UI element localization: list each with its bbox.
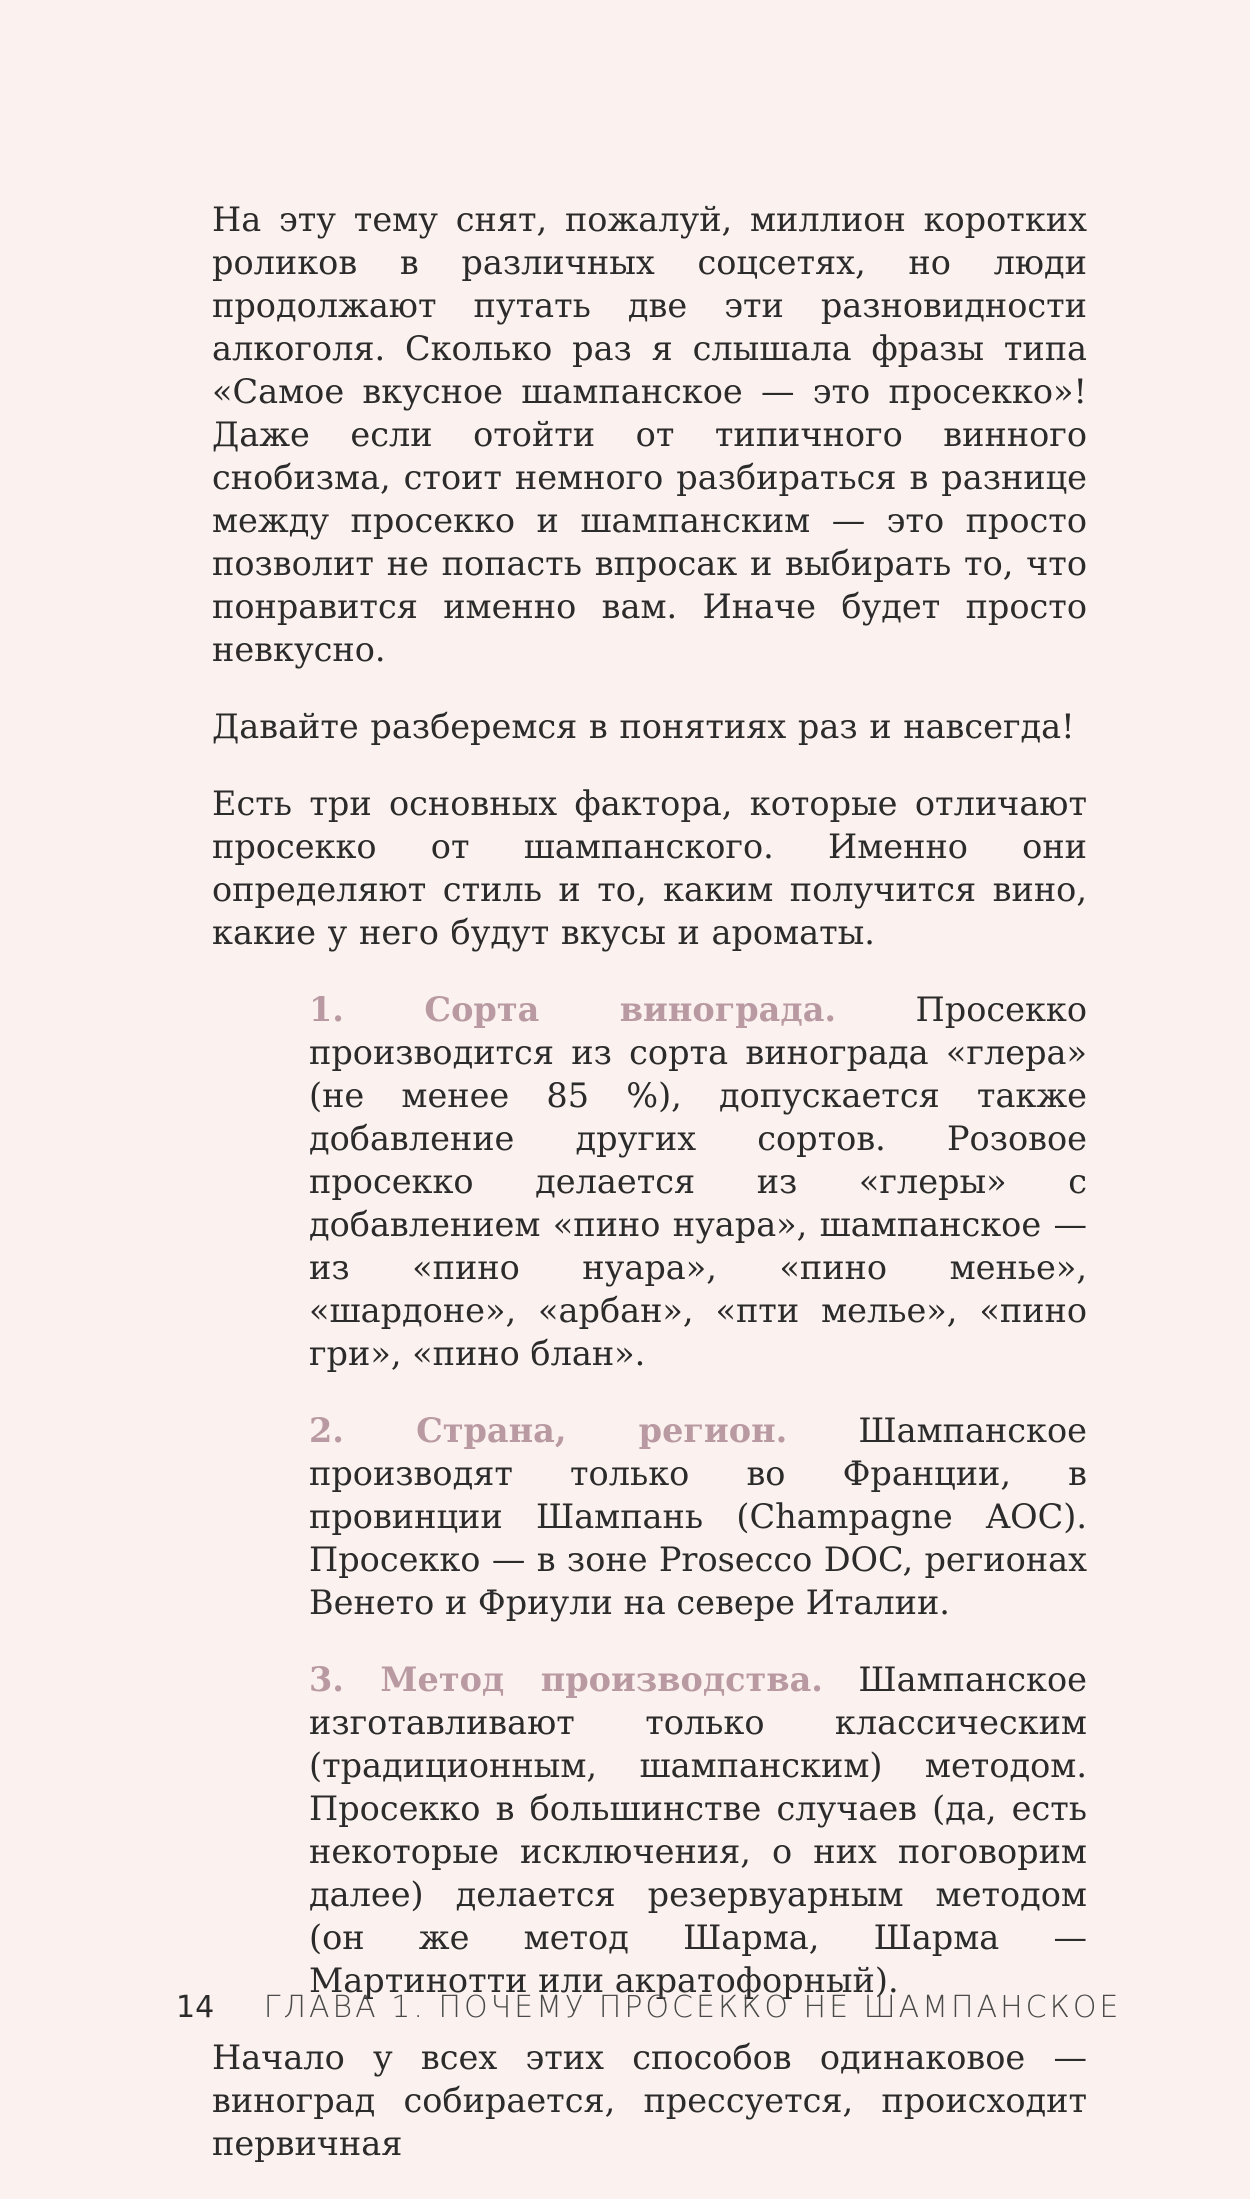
paragraph-factors-intro: Есть три основных фактора, которые отличают просекко от шампанского. Именно они определяют стиль и то, каким получится вино, какие у него будут вкусы и ароматы. xyxy=(212,784,1087,952)
paragraph-intro: На эту тему снят, пожалуй, миллион коротких роликов в различных соцсетях, но люди продолжают путать две эти разновидности алкоголя. Сколько раз я слышала фразы типа «Самое вкусное шампанское — это просекко»! Даже если отойти от типичного винного снобизма, стоит немного разбираться в разнице между просекко и шампанским — это просто позволит не попасть впросак и выбирать то, что понравится именно вам. Иначе будет просто невкусно. xyxy=(212,200,1087,669)
list-item xyxy=(309,988,1087,1375)
list-item xyxy=(309,1409,1087,1624)
page-footer xyxy=(176,1990,1121,2025)
page-number: 14 xyxy=(176,1990,215,2025)
factor-heading: 2. Страна, регион. xyxy=(309,1411,788,1450)
factor-heading: 1. Сорта винограда. xyxy=(309,990,837,1029)
paragraph-call-to-action: Давайте разберемся в понятиях раз и навсегда! xyxy=(212,707,1075,746)
paragraph-closing: Начало у всех этих способов одинаковое — виноград собирается, прессуется, происходит первичная xyxy=(212,2038,1087,2163)
factors-list xyxy=(309,988,1087,2002)
list-item xyxy=(309,1658,1087,2002)
page-body xyxy=(212,198,1087,2199)
running-header-chapter-title: ГЛАВА 1. ПОЧЕМУ ПРОСЕККО НЕ ШАМПАНСКОЕ xyxy=(263,1990,1122,2025)
factor-heading: 3. Метод производства. xyxy=(309,1660,823,1699)
factor-text: Шампанское производят только во Франции, в провинции Шампань (Champagne AOC). Просекко — в зоне Prosecco DOC, регионах Венето и Фриули на севере Италии. xyxy=(309,1411,1087,1622)
factor-text: Шампанское изготавливают только классическим (традиционным, шампанским) методом. Просекко в большинстве случаев (да, есть некоторые исключения, о них поговорим далее) делается резервуарным методом (он же метод Шарма, Шарма — Мартинотти или акратофорный). xyxy=(309,1660,1087,2000)
factor-text: Просекко производится из сорта винограда «глера» (не менее 85 %), допускается также добавление других сортов. Розовое просекко делается из «глеры» с добавлением «пино нуара», шампанское — из «пино нуара», «пино менье», «шардоне», «арбан», «пти мелье», «пино гри», «пино блан». xyxy=(309,990,1087,1373)
